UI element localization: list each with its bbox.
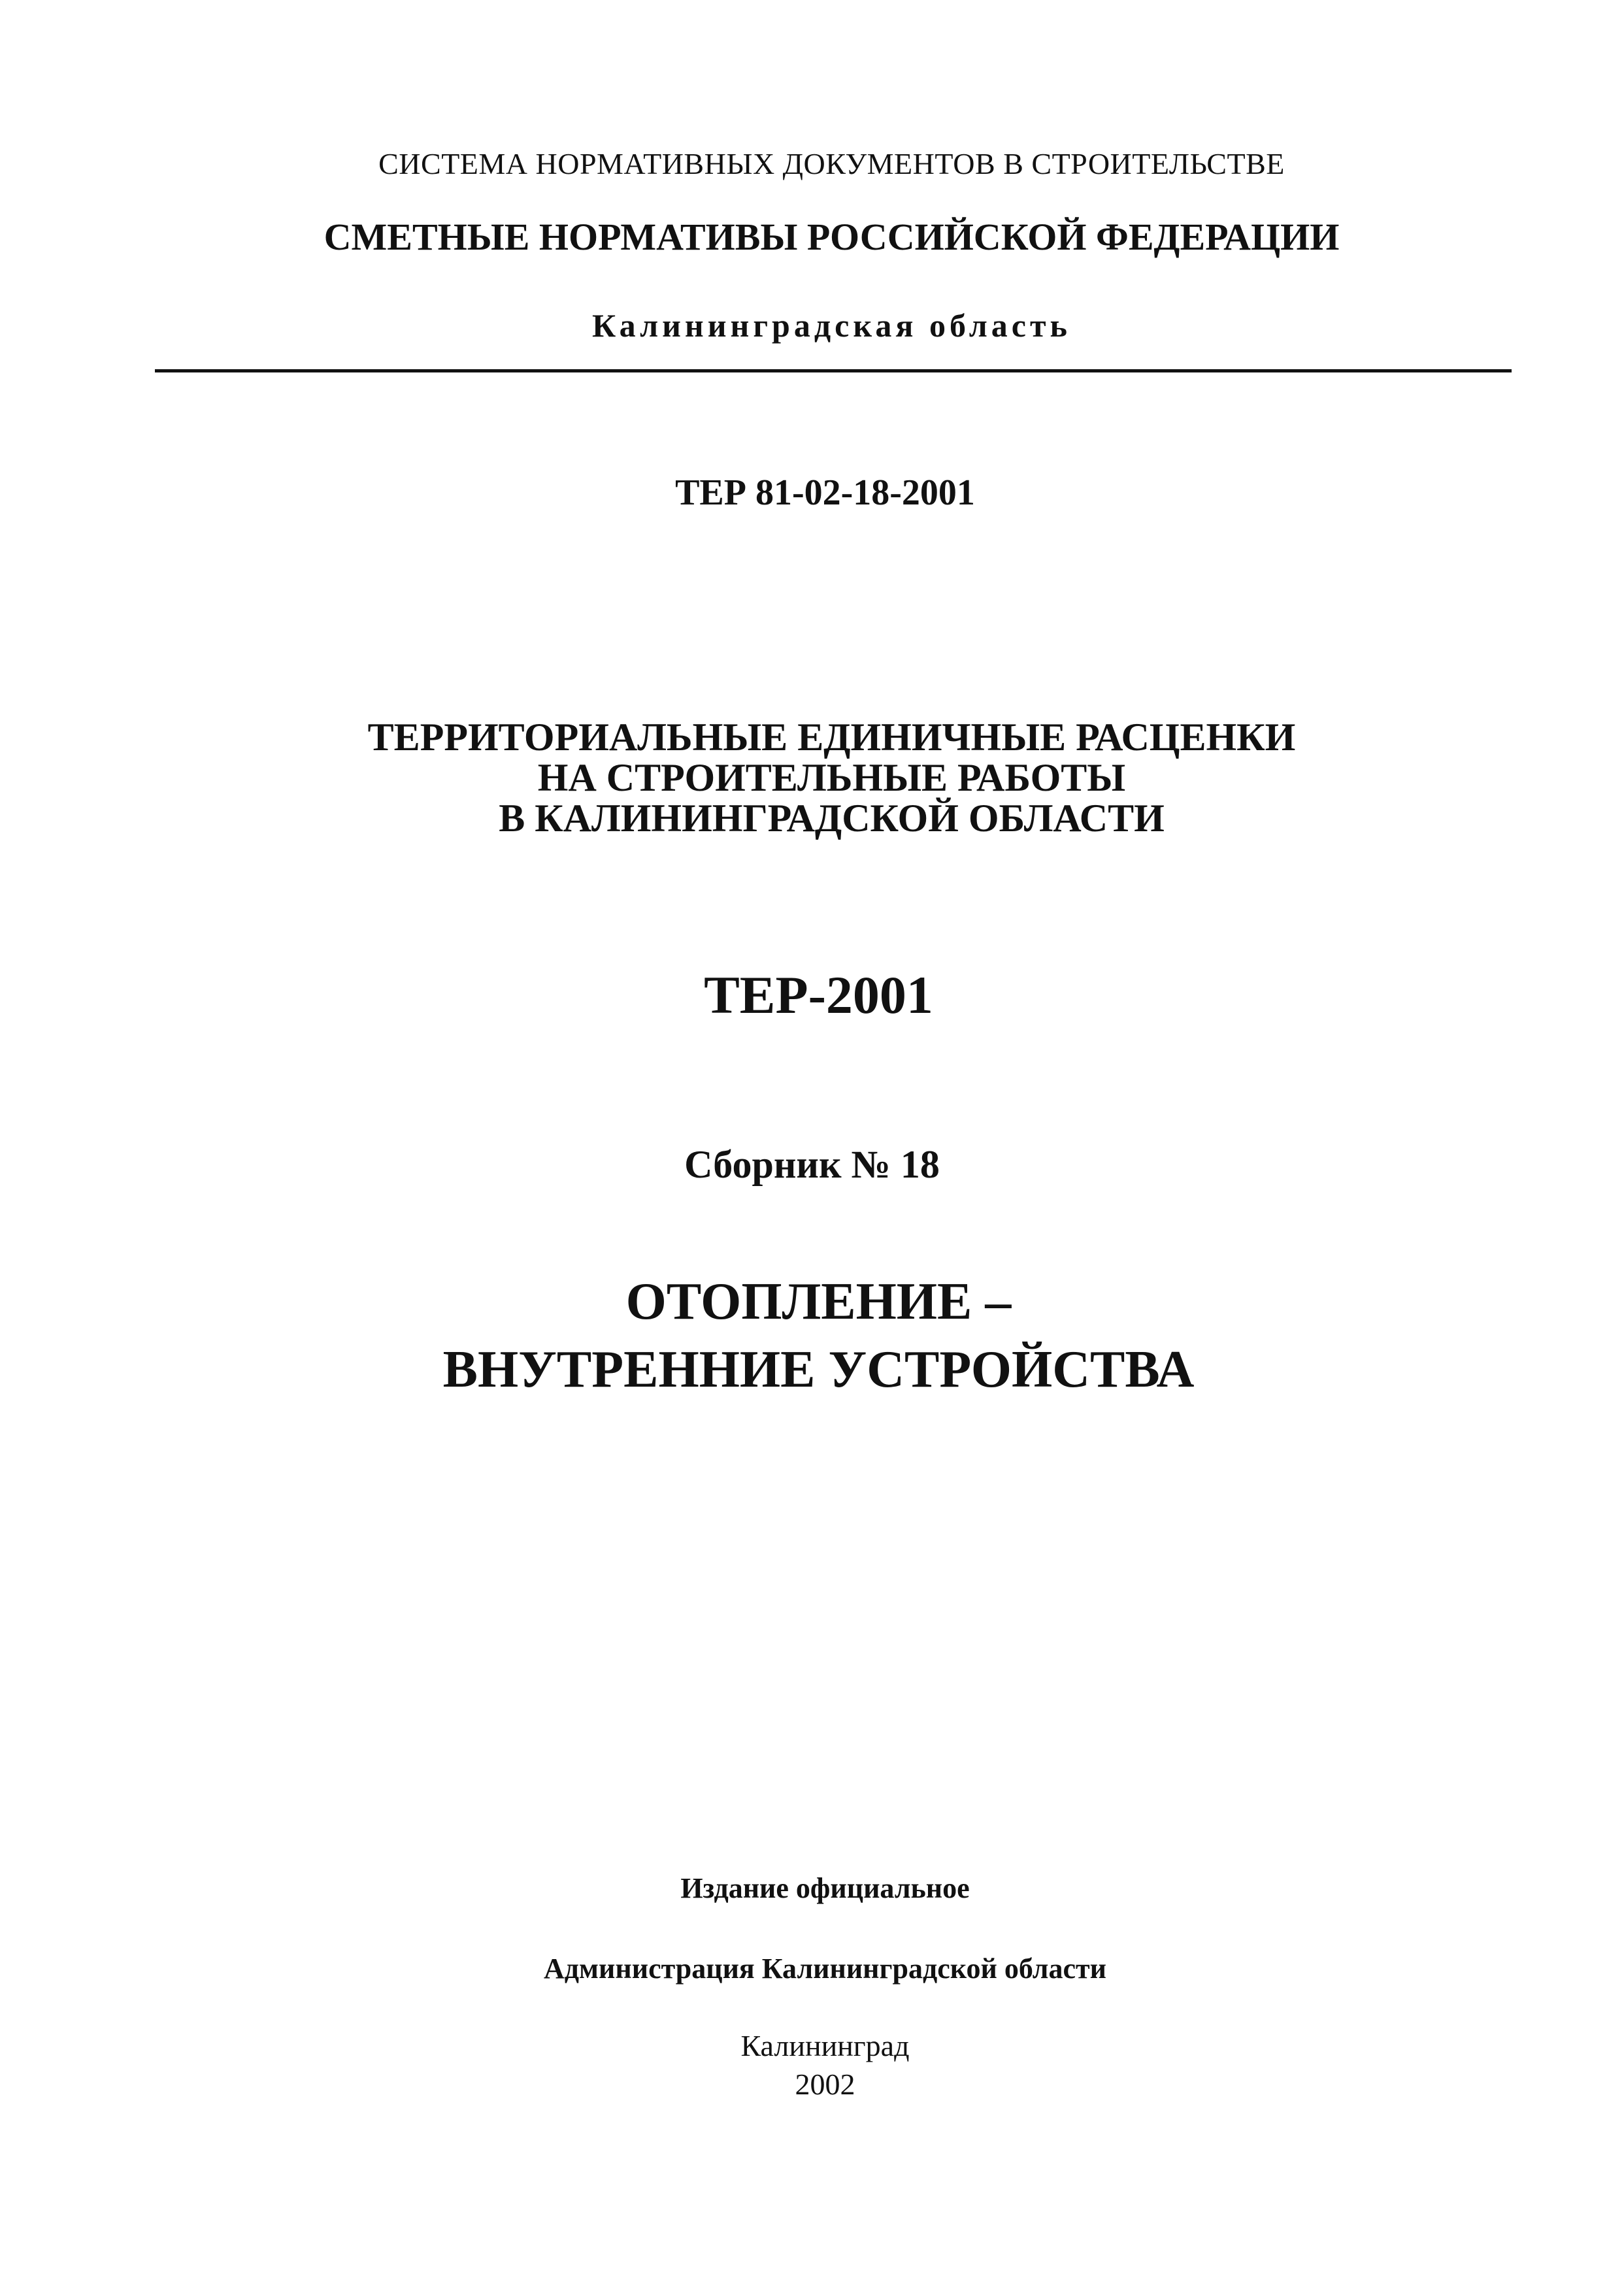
publication-year: 2002 [795, 2068, 855, 2101]
edition-note: Издание официальное [680, 1872, 970, 1904]
document-subject-line: ВНУТРЕННИЕ УСТРОЙСТВА [442, 1341, 1195, 1398]
publisher-name: Администрация Калининградской области [544, 1953, 1106, 1985]
document-abbreviation: ТЕР-2001 [704, 965, 933, 1025]
document-title-line: НА СТРОИТЕЛЬНЫЕ РАБОТЫ [537, 756, 1126, 799]
region-heading: Калининградская область [592, 307, 1071, 344]
norms-heading: СМЕТНЫЕ НОРМАТИВЫ РОССИЙСКОЙ ФЕДЕРАЦИИ [323, 216, 1340, 258]
document-title-line: ТЕРРИТОРИАЛЬНЫЕ ЕДИНИЧНЫЕ РАСЦЕНКИ [367, 716, 1296, 759]
document-subject-line: ОТОПЛЕНИЕ – [625, 1273, 1012, 1330]
document-title-line: В КАЛИНИНГРАДСКОЙ ОБЛАСТИ [499, 797, 1165, 840]
document-title [0, 717, 1624, 838]
series-heading: СИСТЕМА НОРМАТИВНЫХ ДОКУМЕНТОВ В СТРОИТЕЛЬСТВЕ [378, 147, 1285, 180]
document-code: ТЕР 81-02-18-2001 [675, 472, 975, 513]
document-subject [0, 1268, 1624, 1404]
collection-number: Сборник № 18 [684, 1143, 940, 1186]
publication-city: Калининград [740, 2029, 910, 2062]
horizontal-divider [155, 369, 1512, 372]
